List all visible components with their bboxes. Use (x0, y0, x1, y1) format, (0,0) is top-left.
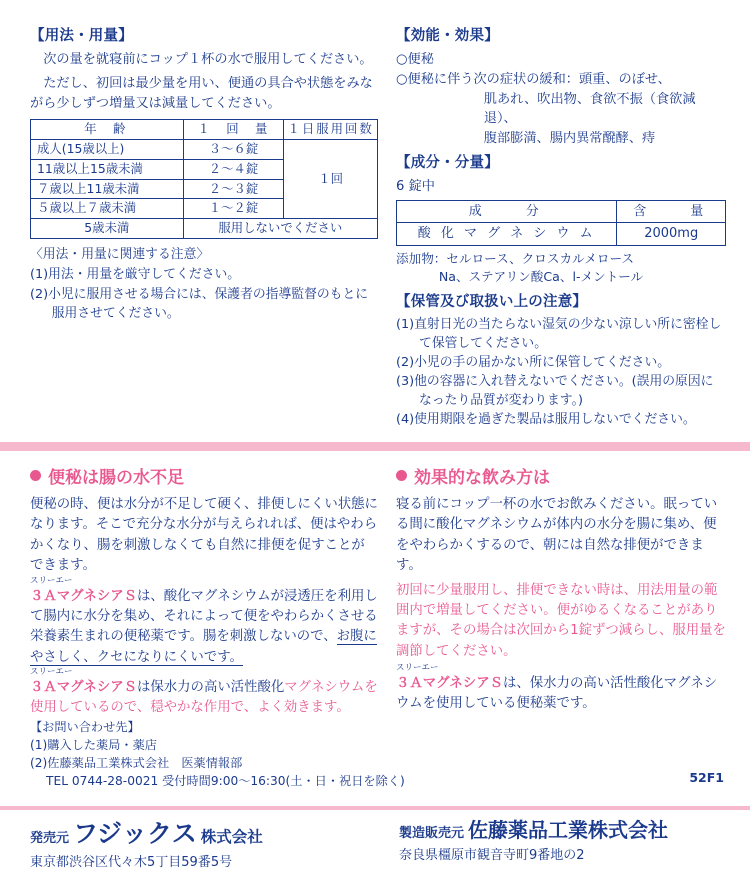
col-header-times: １日服用回数 (284, 120, 378, 140)
cell-under5-note: 服用しないでください (183, 219, 377, 239)
contact-line-1: (1)購入した薬局・薬店 (30, 738, 157, 753)
seller-label: 発売元 (30, 831, 70, 846)
constipation-column (30, 463, 378, 719)
document-code: 52F1 (689, 770, 724, 785)
storage-item: (2)小児の手の届かない所に保管してください。 (396, 355, 671, 371)
manufacturer-address: 奈良県橿原市観音寺町9番地の2 (398, 848, 585, 863)
howto-paragraph-3 (396, 674, 726, 715)
ruby-annotation: スリーエー (396, 663, 439, 673)
cell-age: ５歳以上７歳未満 (31, 199, 184, 219)
seller-suffix: 株式会社 (200, 828, 263, 846)
bullet-dot-icon (30, 470, 41, 481)
efficacy-column (396, 24, 726, 430)
storage-heading: 【保管及び取扱い上の注意】 (396, 294, 588, 311)
constipation-paragraph-2 (30, 587, 378, 669)
dosage-paragraph-2: ただし、初回は最少量を用い、便通の具合や状態をみながら少しずつ増量又は減量してください。 (30, 75, 373, 111)
dosage-notes-title: 〈用法・用量に関連する注意〉 (30, 246, 210, 262)
cell-age-under5: 5歳未満 (31, 219, 184, 239)
efficacy-cont-line: 肌あれ、吹出物、食欲不振（食欲減退）、 (483, 91, 696, 127)
pink-divider (0, 442, 750, 451)
table-row (397, 223, 726, 246)
additives-block (396, 250, 726, 287)
howto-paragraph-1: 寝る前にコップ一杯の水でお飲みください。眠っている間に酸化マグネシウムが体内の水分を腸に集め、便をやわらかくするので、朝には自然な排便ができます。 (396, 497, 718, 574)
manufacturer-label: 製造販売元 (398, 826, 464, 841)
manufacturer-block (398, 814, 728, 863)
constipation-heading: 便秘は腸の水不足 (48, 468, 184, 488)
cell-age: ７歳以上11歳未満 (31, 179, 184, 199)
additives-line-1: 添加物：セルロース、クロスカルメロース (396, 250, 635, 266)
howto-heading: 効果的な飲み方は (414, 468, 550, 488)
dosage-column (30, 24, 378, 430)
dosage-table (30, 119, 378, 238)
paragraph-3-text: は保水力の高い活性酸化 (137, 680, 285, 695)
cell-dose: １～２錠 (183, 199, 284, 219)
cell-amount: 2000mg (617, 223, 726, 246)
storage-item: (1)直射日光の当たらない湿気の少ない涼しい所に密栓して保管してください。 (396, 317, 722, 352)
product-name-pink: ３ＡマグネシアＳ (30, 680, 137, 695)
seller-block (30, 814, 389, 870)
contact-heading: 【お問い合わせ先】 (30, 720, 140, 734)
seller-brand: フジックス (73, 819, 197, 848)
info-section (0, 451, 750, 719)
cell-ingredient: 酸 化 マ グ ネ シ ウ ム (397, 223, 617, 246)
ruby-annotation: スリーエー (30, 667, 73, 677)
constipation-paragraph-1: 便秘の時、便は水分が不足して硬く、排便しにくい状態になります。そこで充分な水分が与えられれば、便はやわらかくなり、腸を刺激しなくても自然に排便を促すことができます。 (30, 497, 378, 574)
bullet-dot-icon (396, 470, 407, 481)
constipation-paragraph-3 (30, 678, 378, 719)
manufacturer-brand: 佐藤薬品工業株式会社 (467, 818, 668, 842)
manufacturer-name-row (399, 814, 728, 843)
paragraph-2-underlined: お腹にやさしく、クセになりにくいです。 (30, 629, 377, 665)
contact-block (30, 718, 405, 790)
efficacy-heading: 【効能・効果】 (396, 28, 499, 44)
col-header-dose: １ 回 量 (183, 120, 284, 140)
contact-line-3: TEL 0744-28-0021 受付時間9:00～16:30(土・日・祝日を除く) (30, 774, 405, 789)
storage-list (396, 316, 726, 430)
composition-table (396, 200, 726, 246)
product-name-pink: ３ＡマグネシアＳ (30, 588, 137, 604)
cell-dose: ２～３錠 (183, 179, 284, 199)
table-row-under5 (31, 219, 378, 239)
howto-paragraph-3-text: は、保水力の高い活性酸化マグネシウムを使用している便秘薬です。 (396, 676, 718, 712)
storage-item: (3)他の容器に入れ替えないでください。(誤用の原因になったり品質が変わります。) (396, 374, 714, 409)
col-header-ingredient: 成 分 (397, 200, 617, 223)
efficacy-item-text: ○便秘に伴う次の症状の緩和：頭重、のぼせ、 (396, 71, 671, 87)
dosage-notes (30, 245, 378, 324)
howto-column (396, 463, 726, 719)
product-name-pink: ３ＡマグネシアＳ (396, 676, 503, 691)
dosage-heading: 【用法・用量】 (30, 28, 133, 44)
table-header-row (31, 120, 378, 140)
contact-line-2: (2)佐藤薬品工業株式会社 医薬情報部 (30, 756, 243, 771)
footer (0, 810, 750, 870)
howto-paragraph-2: 初回に少量服用し、排便できない時は、用法用量の範囲内で増量してください。便がゆるくなることがありますが、その場合は次回から1錠ずつ減らし、服用量を調節してください。 (396, 582, 726, 659)
ruby-annotation: スリーエー (30, 575, 73, 586)
cell-times: １回 (284, 140, 378, 219)
cell-age: 11歳以上15歳未満 (31, 159, 184, 179)
composition-heading: 【成分・分量】 (396, 154, 499, 171)
paragraph-2-text: は、酸化マグネシウムが浸透圧を利用して腸内に水分を集め、それによって便をやわらかくさせる栄養素生まれの便秘薬です。腸を刺激しないので、 (30, 588, 378, 645)
cell-dose: ２～４錠 (183, 159, 284, 179)
seller-address: 東京都渋谷区代々木5丁目59番5号 (30, 855, 233, 870)
table-header-row (397, 200, 726, 223)
dosage-note-item: (1)用法・用量を厳守してください。 (30, 266, 241, 282)
list-item (396, 70, 726, 149)
storage-item: (4)使用期限を過ぎた製品は服用しないでください。 (396, 412, 696, 428)
cell-age: 成人(15歳以上) (31, 140, 184, 160)
paragraph-3-pink-text: マグネシウムを使用しているので、穏やかな作用で、よく効きます。 (30, 680, 378, 716)
col-header-amount: 含 量 (617, 200, 726, 223)
dosage-note-item: (2)小児に服用させる場合には、保護者の指導監督のもとに服用させてください。 (30, 287, 369, 322)
constipation-heading-row (30, 463, 378, 488)
cell-dose: ３～６錠 (183, 140, 284, 160)
table-row (31, 140, 378, 160)
list-item: ○便秘 (396, 52, 434, 67)
composition-subtitle: 6 錠中 (396, 178, 435, 194)
howto-heading-row (396, 463, 726, 488)
additives-line-2: Na、ステアリン酸Ca、l-メントール (438, 269, 644, 285)
col-header-age: 年 齢 (31, 120, 184, 140)
seller-name-row (30, 814, 389, 850)
dosage-paragraph-1: 次の量を就寝前にコップ１杯の水で服用してください。 (43, 52, 373, 67)
efficacy-cont-line: 腹部膨満、腸内異常醗酵、痔 (483, 131, 656, 147)
efficacy-list (396, 50, 726, 149)
